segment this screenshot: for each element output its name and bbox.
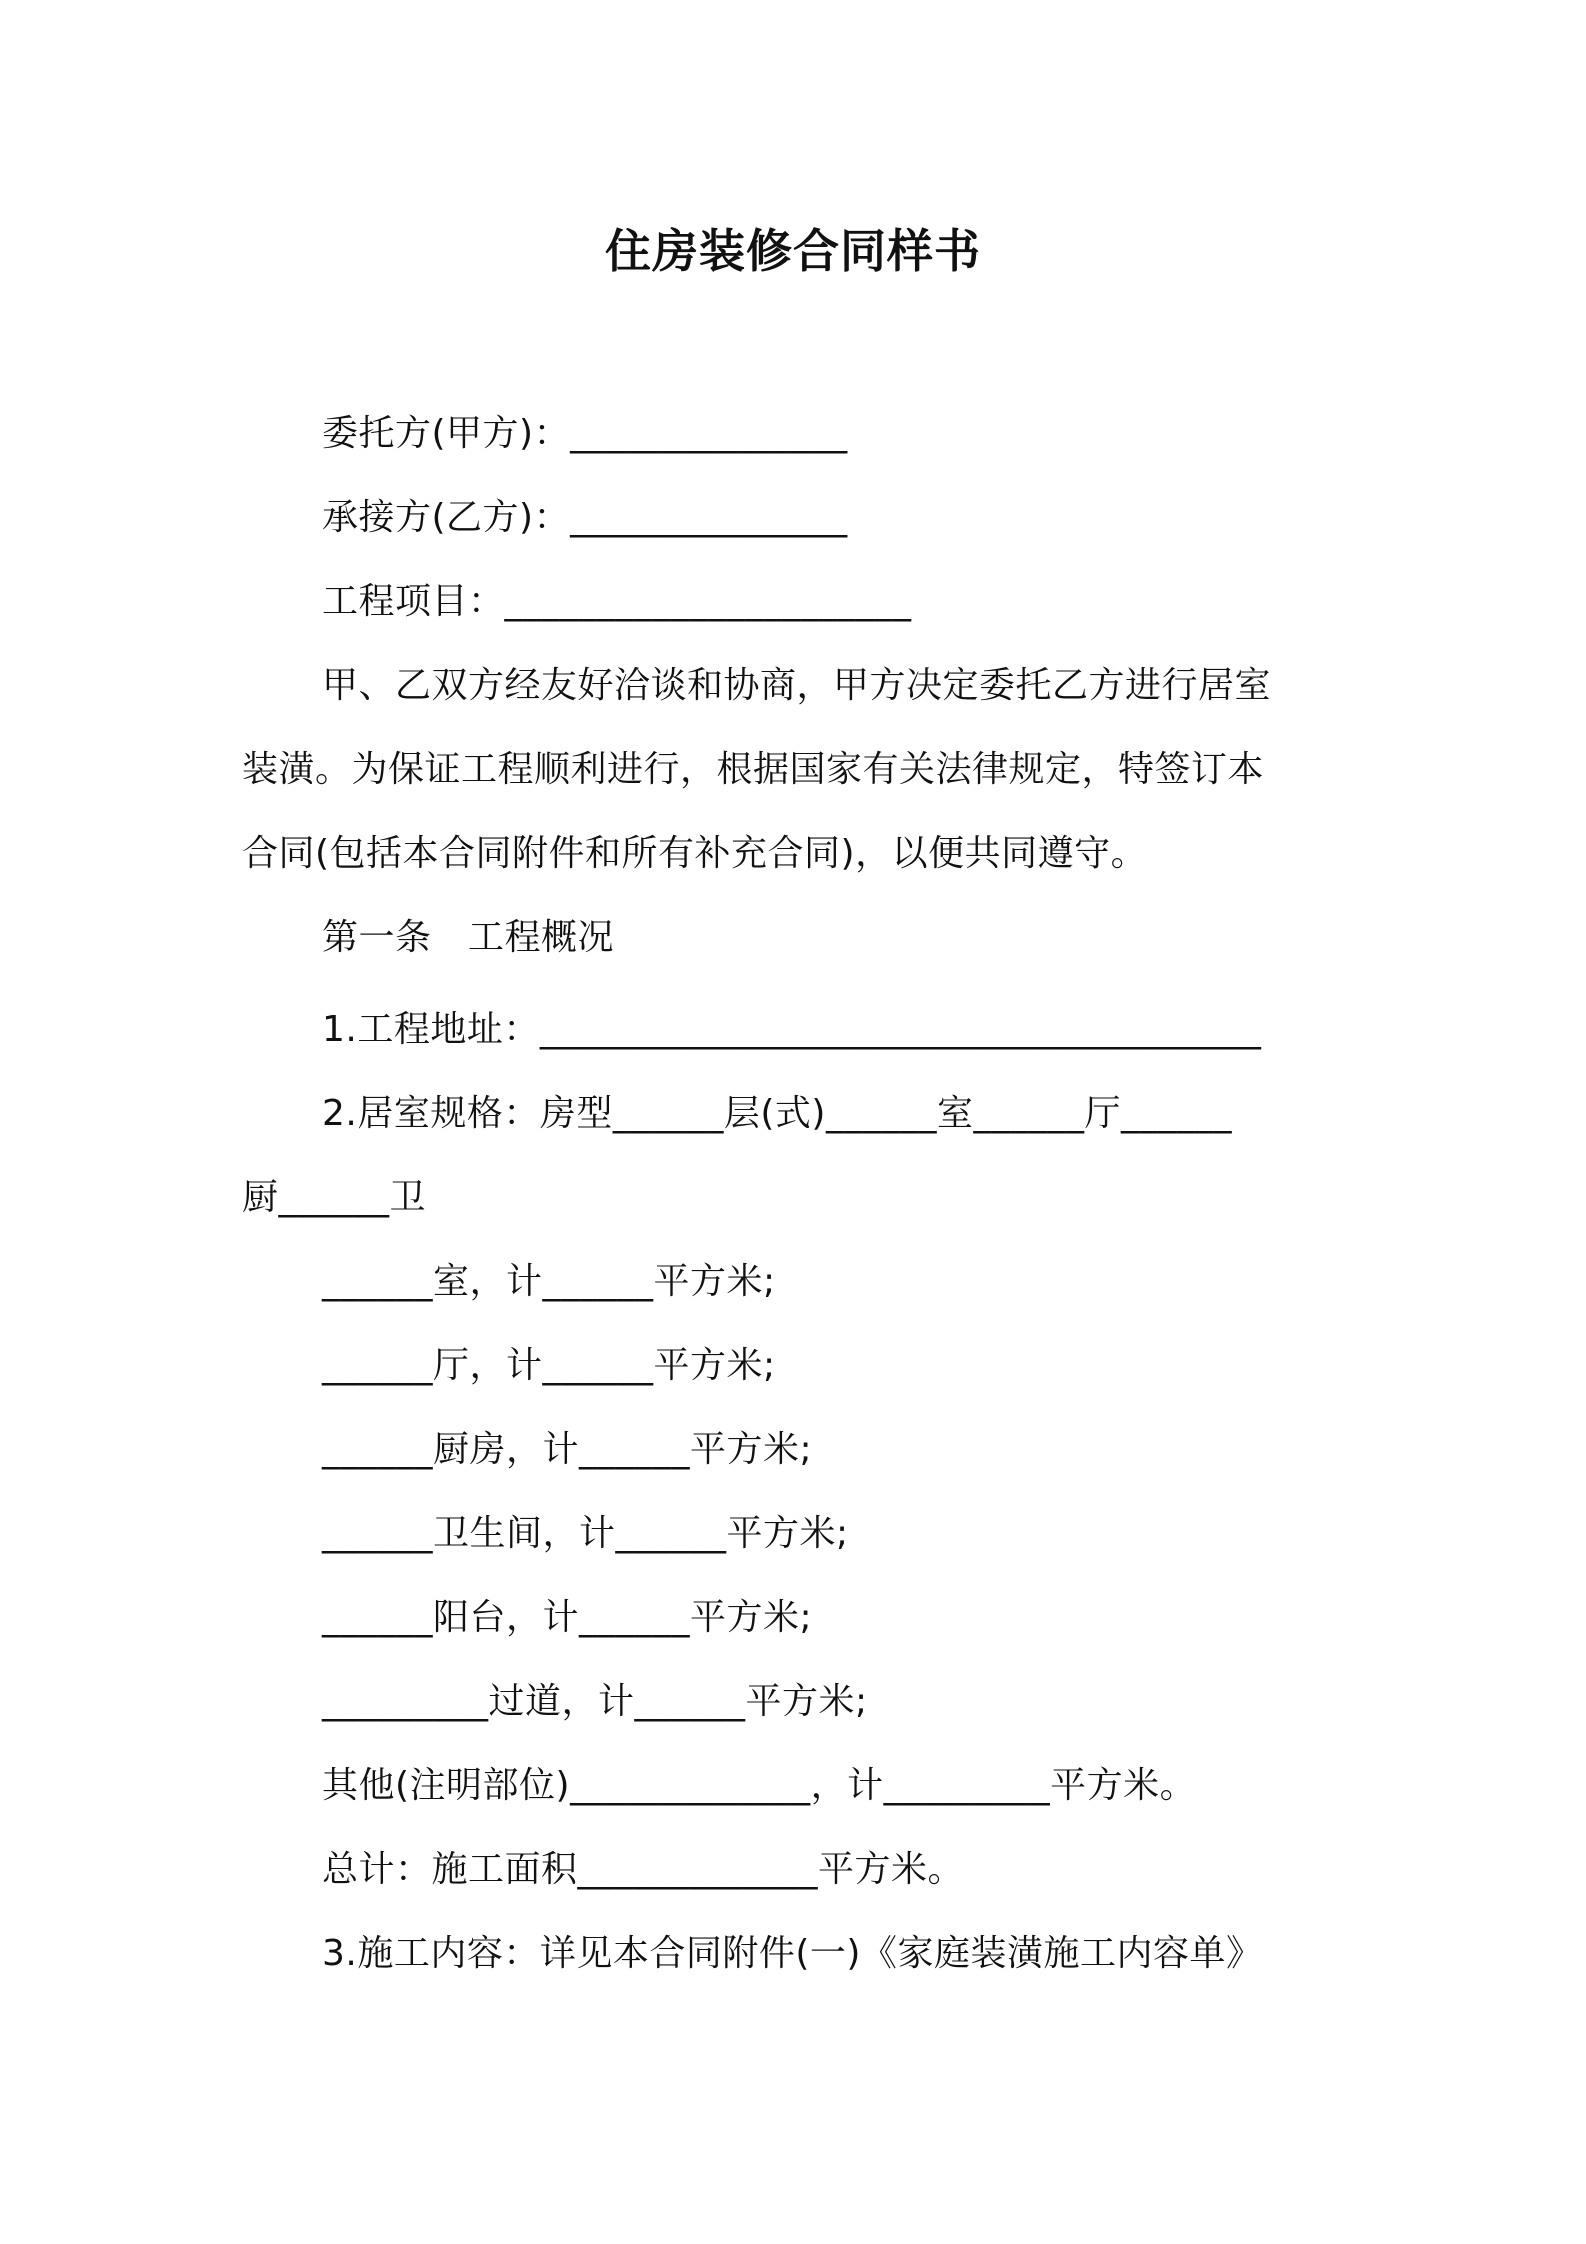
party-a-line: 委托方(甲方)：_______________ <box>322 413 848 454</box>
area-other-line: 其他(注明部位)_____________，计_________平方米。 <box>322 1765 1197 1806</box>
article-1-heading: 第一条 工程概况 <box>322 917 615 958</box>
intro-paragraph-line-3: 合同(包括本合同附件和所有补充合同)，以便共同遵守。 <box>242 833 1148 874</box>
area-total-line: 总计：施工面积_____________平方米。 <box>322 1849 965 1890</box>
party-b-line: 承接方(乙方)：_______________ <box>322 497 848 538</box>
area-room-line: ______室，计______平方米; <box>322 1261 776 1302</box>
project-line: 工程项目：______________________ <box>322 581 912 622</box>
intro-paragraph-line-2: 装潢。为保证工程顺利进行，根据国家有关法律规定，特签订本 <box>242 749 1265 790</box>
area-bathroom-line: ______卫生间，计______平方米; <box>322 1513 849 1554</box>
area-kitchen-line: ______厨房，计______平方米; <box>322 1429 813 1470</box>
area-corridor-line: _________过道，计______平方米; <box>322 1681 868 1722</box>
area-hall-line: ______厅，计______平方米; <box>322 1345 776 1386</box>
room-spec-line-2: 厨______卫 <box>242 1177 427 1218</box>
room-spec-line-1: 2.居室规格：房型______层(式)______室______厅______ <box>322 1093 1232 1134</box>
project-address-line: 1.工程地址：_______________________________________ <box>322 1009 1262 1050</box>
intro-paragraph-line-1: 甲、乙双方经友好洽谈和协商，甲方决定委托乙方进行居室 <box>322 665 1272 706</box>
area-balcony-line: ______阳台，计______平方米; <box>322 1597 813 1638</box>
document-title: 住房装修合同样书 <box>605 224 981 278</box>
construction-content-line: 3.施工内容：详见本合同附件(一)《家庭装潢施工内容单》 <box>322 1933 1263 1974</box>
